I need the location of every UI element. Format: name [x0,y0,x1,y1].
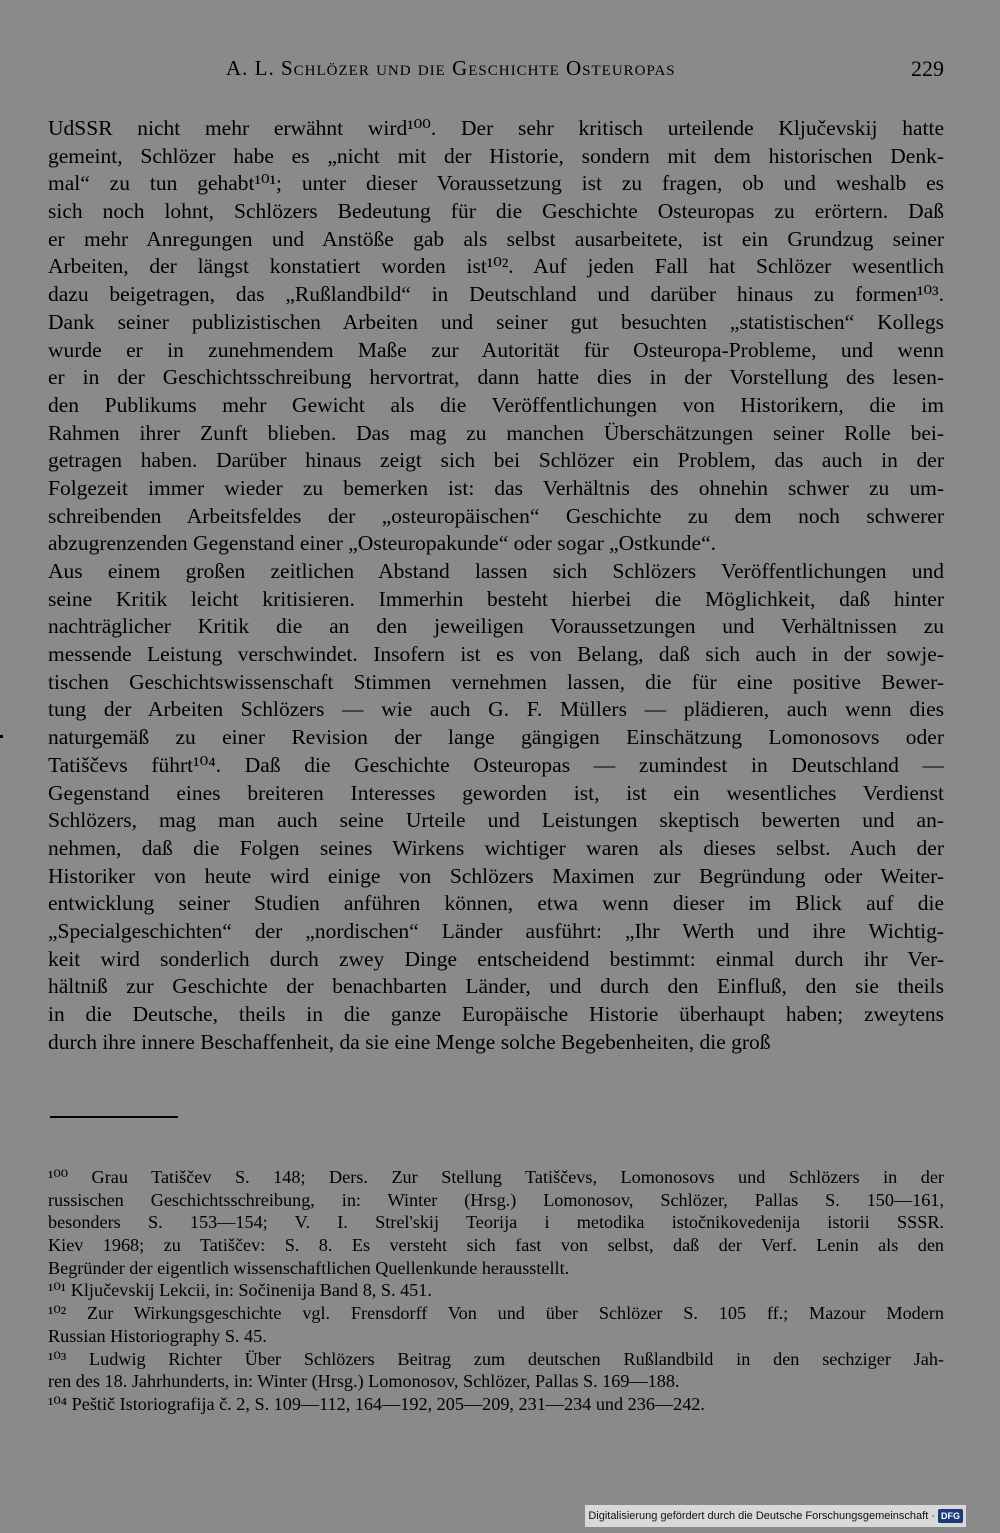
footnote-line: besonders S. 153—154; V. I. Strel'skij Teorija i metodika istočnikovedenija istorii SSSR. [48,1212,944,1233]
footnote-line: Begründer der eigentlich wissenschaftlichen Quellenkunde herausstellt. [48,1257,570,1278]
body-line: in die Deutsche, theils in die ganze Europäische Historie überhaupt haben; zweytens [48,1002,944,1026]
body-line: Arbeiten, der längst konstatiert worden ist¹⁰². Auf jeden Fall hat Schlözer wesentlich [48,254,944,279]
body-line: entwicklung seiner Studien anführen können, etwa wenn dieser im Blick auf die [48,891,944,916]
body-line: er mehr Anregungen und Anstöße gab als selbst ausarbeitete, ist ein Grundzug seiner [48,226,944,251]
body-line: durch ihre innere Beschaffenheit, da sie eine Menge solche Begebenheiten, die groß [48,1029,771,1054]
body-line: getragen haben. Darüber hinaus zeigt sich bei Schlözer ein Problem, das auch in der [48,448,944,473]
digitization-credit [585,1505,966,1527]
body-line: Tatiščevs führt¹⁰⁴. Daß die Geschichte Osteuropas — zumindest in Deutschland — [48,752,944,777]
body-line: UdSSR nicht mehr erwähnt wird¹⁰⁰. Der sehr kritisch urteilende Ključevskij hatte [48,116,944,140]
footnote-line: ¹⁰³ Ludwig Richter Über Schlözers Beitrag zum deutschen Rußlandbild in den sechziger Jah- [48,1348,944,1369]
body-text [48,115,944,1056]
footnote-line: Kiev 1968; zu Tatiščev: S. 8. Es versteht sich fast von selbst, daß der Verf. Lenin als den [48,1235,944,1256]
body-line: messende Leistung verschwindet. Insofern ist es von Belang, daß sich auch in der sowje- [48,642,944,667]
footnote-line: ¹⁰² Zur Wirkungsgeschichte vgl. Frensdorff Von und über Schlözer S. 105 ff.; Mazour Modern [48,1303,944,1324]
body-line: Folgezeit immer wieder zu bemerken ist: das Verhältnis des ohnehin schwer zu um- [48,475,944,500]
body-line: Dank seiner publizistischen Arbeiten und seiner gut besuchten „statistischen“ Kollegs [48,309,944,334]
page-number: 229 [911,56,944,81]
body-line: dazu beigetragen, das „Rußlandbild“ in Deutschland und darüber hinaus zu formen¹⁰³. [48,282,944,307]
body-line: den Publikums mehr Gewicht als die Veröffentlichungen von Historikern, die im [48,392,944,417]
body-line: nachträglicher Kritik die an den jeweiligen Voraussetzungen und Verhältnissen zu [48,614,944,639]
body-line: „Specialgeschichten“ der „nordischen“ Länder ausführt: „Ihr Werth und ihre Wichtig- [48,918,944,943]
footnote-line: ren des 18. Jahrhunderts, in: Winter (Hrsg.) Lomonosov, Schlözer, Pallas S. 169—188. [48,1371,680,1392]
body-line: tung der Arbeiten Schlözers — wie auch G. F. Müllers — plädieren, auch wenn dies [48,697,944,722]
body-line: er in der Geschichtsschreibung hervortrat, dann hatte dies in der Vorstellung des lesen- [48,365,944,390]
body-line: wurde er in zunehmendem Maße zur Autorität für Osteuropa-Probleme, und wenn [48,337,944,362]
footnote-line: ¹⁰⁴ Peštič Istoriografija č. 2, S. 109—112, 164—192, 205—209, 231—234 und 236—242. [48,1393,705,1414]
footnote-line: ¹⁰⁰ Grau Tatiščev S. 148; Ders. Zur Stellung Tatiščevs, Lomonosovs und Schlözers in der [48,1167,944,1187]
running-head [48,56,944,88]
body-line: schreibenden Arbeitsfeldes der „osteuropäischen“ Geschichte zu dem noch schwerer [48,503,944,528]
body-line: Historiker von heute wird einige von Schlözers Maximen zur Begründung oder Weiter- [48,863,944,888]
body-line: Gegenstand eines breiteren Interesses geworden ist, ist ein wesentliches Verdienst [48,780,944,805]
running-title: A. L. Schlözer und die Geschichte Osteuropas [226,56,676,80]
body-line: mal“ zu tun gehabt¹⁰¹; unter dieser Voraussetzung ist zu fragen, ob und weshalb es [48,171,944,196]
body-line: sich noch lohnt, Schlözers Bedeutung für die Geschichte Osteuropas zu erörtern. Daß [48,199,944,224]
body-line: Schlözers, mag man auch seine Urteile und Leistungen skeptisch bewerten und an- [48,808,944,833]
body-line: hältniß zur Geschichte der benachbarten Länder, und durch den Einfluß, den sie theils [48,974,944,999]
body-line: gemeint, Schlözer habe es „nicht mit der Historie, sondern mit dem historischen Denk- [48,143,944,168]
body-line: seine Kritik leicht kritisieren. Immerhin besteht hierbei die Möglichkeit, daß hinter [48,586,944,611]
body-line: abzugrenzenden Gegenstand einer „Osteuropakunde“ oder sogar „Ostkunde“. [48,531,717,556]
body-line: keit wird sonderlich durch zwey Dinge entscheidend bestimmt: einmal durch ihr Ver- [48,946,944,971]
body-line: Rahmen ihrer Zunft blieben. Das mag zu manchen Überschätzungen seiner Rolle bei- [48,420,944,445]
footnote-line: Russian Historiography S. 45. [48,1325,267,1346]
body-line: naturgemäß zu einer Revision der lange gängigen Einschätzung Lomonosovs oder [48,725,944,750]
body-line: nehmen, daß die Folgen seines Wirkens wichtiger waren als dieses selbst. Auch der [48,835,944,860]
footnote-line: russischen Geschichtsschreibung, in: Winter (Hrsg.) Lomonosov, Schlözer, Pallas S. 150—161, [48,1189,944,1210]
footnote-rule [50,1116,178,1118]
footnote-line: ¹⁰¹ Ključevskij Lekcii, in: Sočinenija Band 8, S. 451. [48,1280,432,1301]
body-line: Aus einem großen zeitlichen Abstand lassen sich Schlözers Veröffentlichungen und [48,559,944,583]
dfg-logo-icon: DFG [938,1509,963,1523]
footnotes [48,1166,944,1416]
body-line: tischen Geschichtswissenschaft Stimmen vernehmen lassen, die für eine positive Bewer- [48,669,944,694]
credit-text: Digitalisierung gefördert durch die Deutsche Forschungsgemeinschaft · [588,1510,935,1522]
margin-speck [0,735,3,738]
